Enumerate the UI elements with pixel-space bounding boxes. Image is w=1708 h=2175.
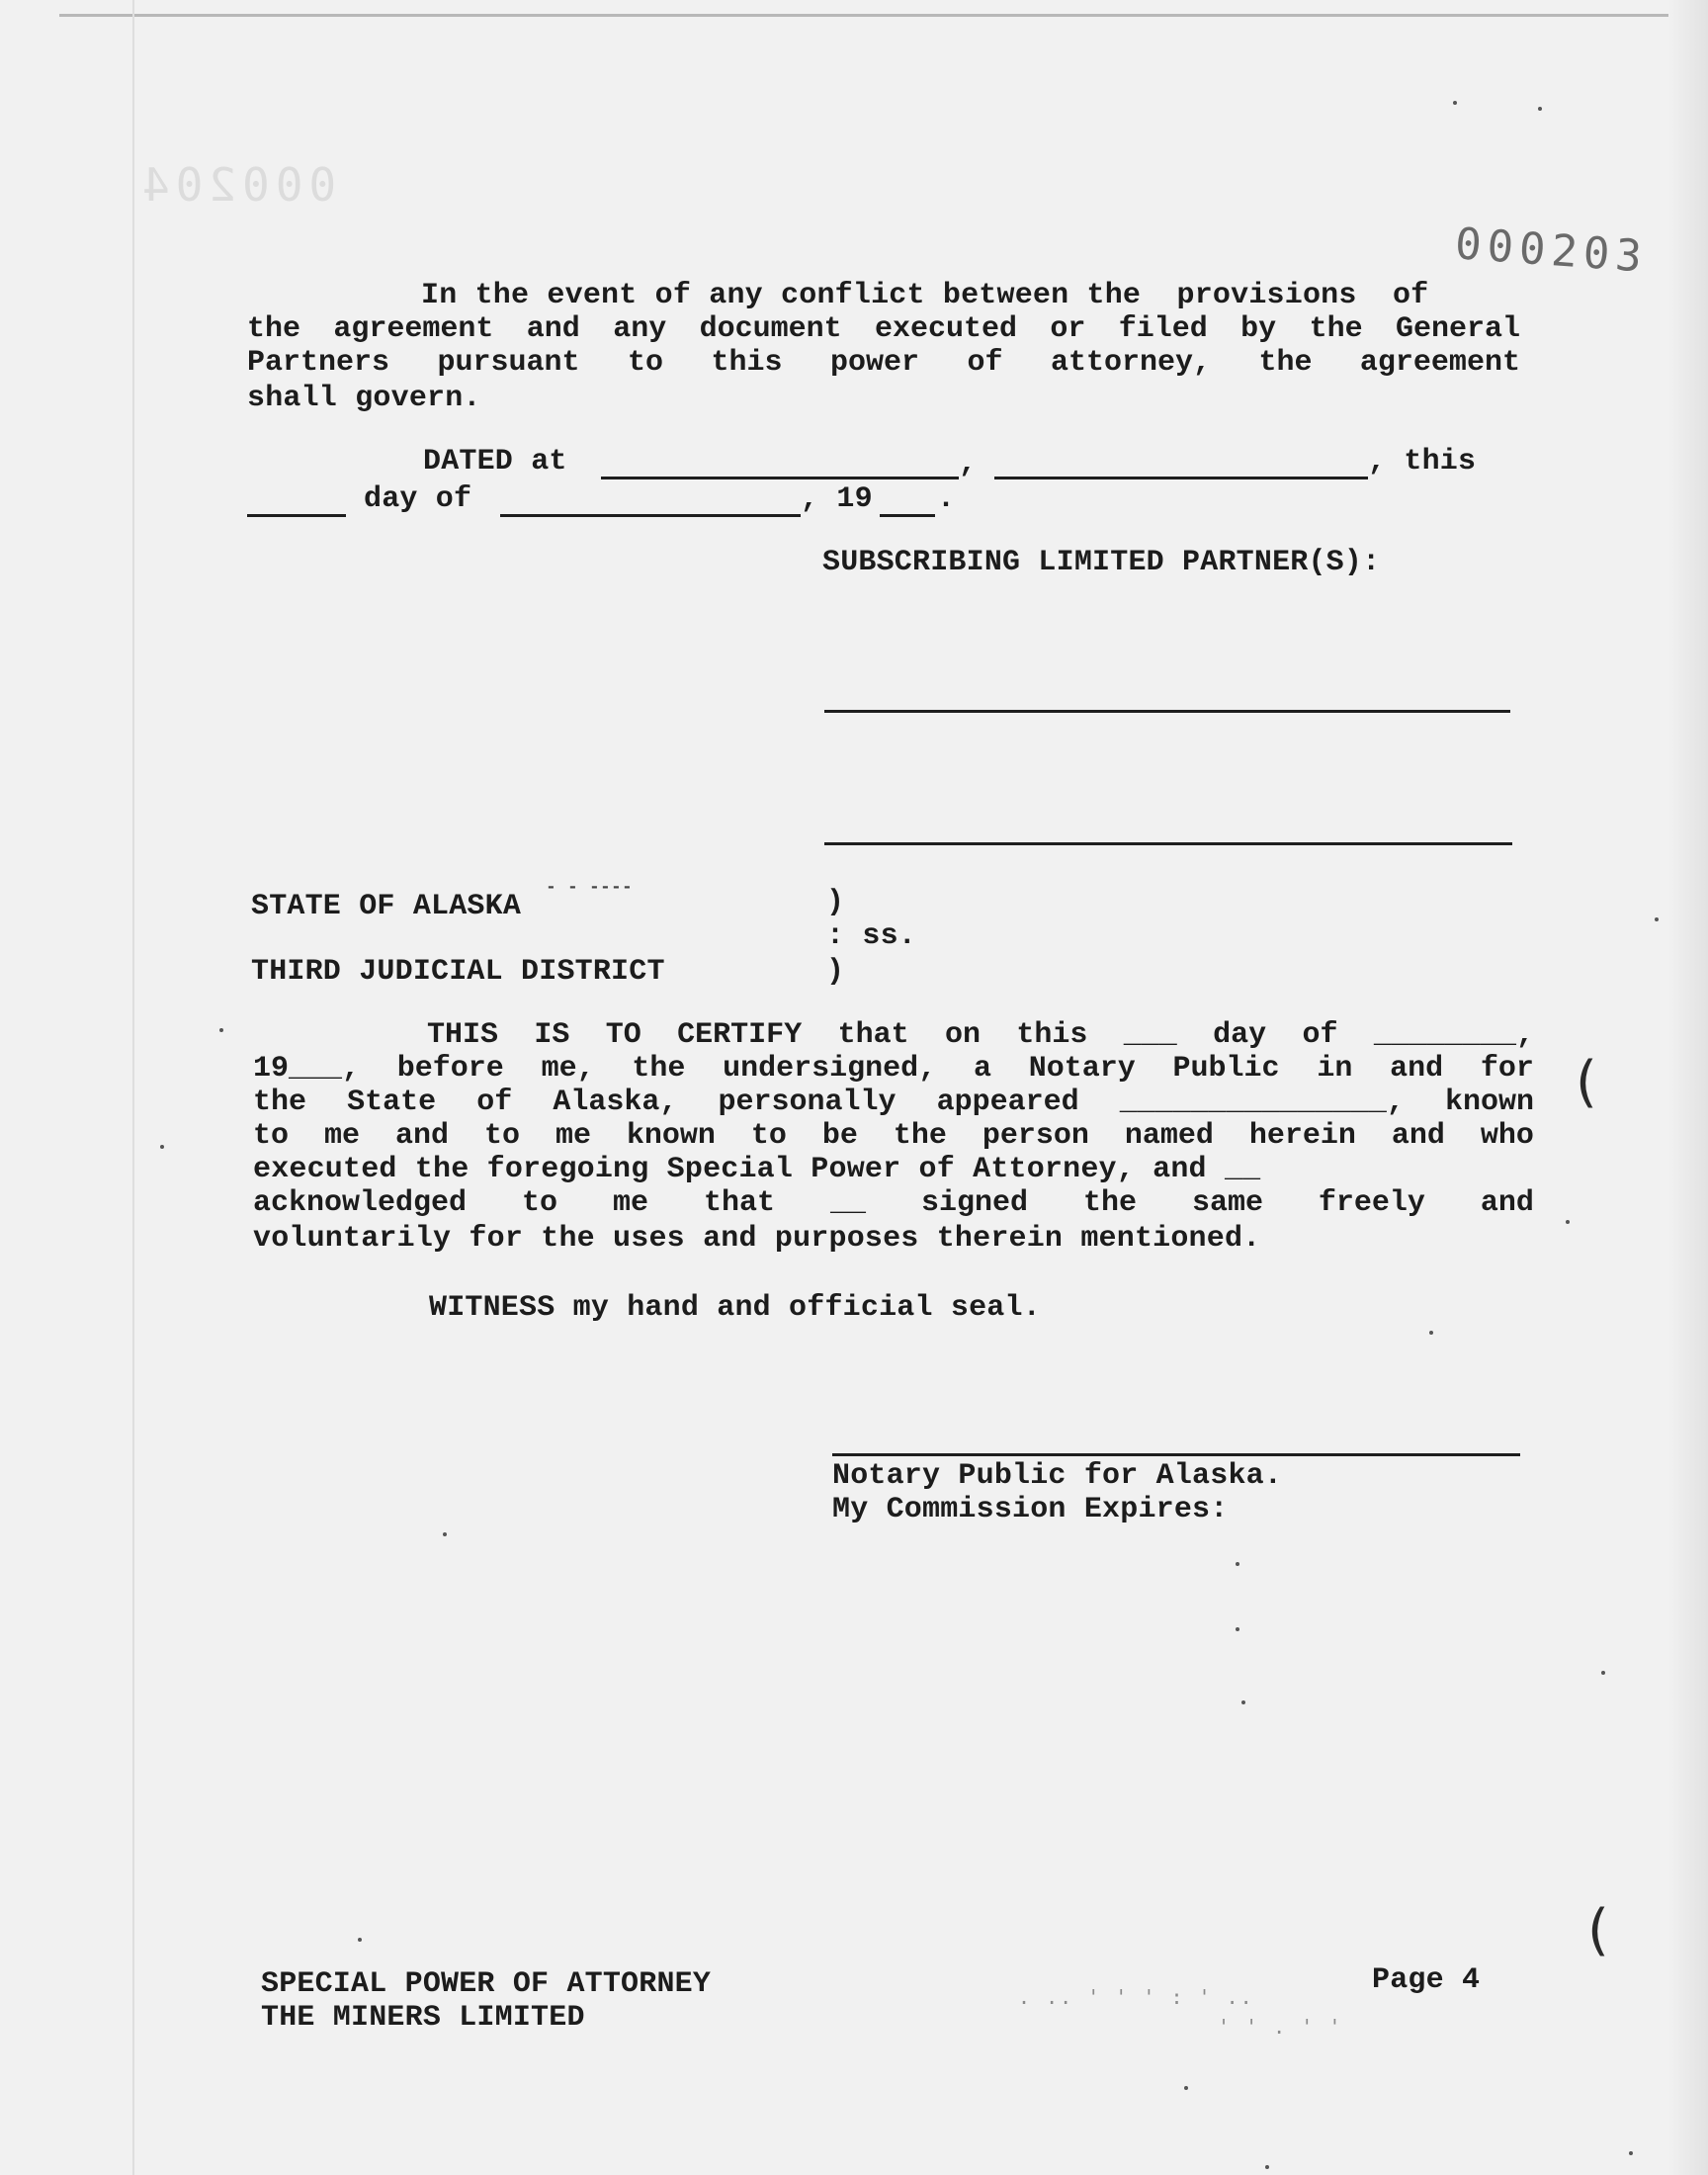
conflict-line-4: shall govern. (247, 382, 481, 415)
venue-paren-top: ) (826, 886, 845, 919)
word: 19___, (253, 1052, 361, 1086)
scan-top-edge (59, 14, 1708, 17)
word: who (1480, 1119, 1534, 1153)
word: the (247, 312, 301, 346)
dated-place-blank-2 (994, 477, 1368, 479)
partner-signature-line-1 (824, 710, 1510, 713)
word: by (1240, 312, 1277, 346)
dated-comma: , (959, 447, 978, 480)
scan-speck (219, 1028, 223, 1032)
word: Alaska, (553, 1086, 678, 1119)
scan-speck (160, 1145, 164, 1149)
month-blank (500, 514, 801, 517)
venue-stray-dashes: - - ---- (546, 878, 634, 898)
certify-line-1 (427, 1018, 1534, 1052)
footer-doc-title: SPECIAL POWER OF ATTORNEY (261, 1967, 712, 2001)
subscribing-heading: SUBSCRIBING LIMITED PARTNER(S): (822, 546, 1381, 579)
word: that (837, 1018, 909, 1052)
word: ___ (1123, 1018, 1177, 1052)
scan-speck (1236, 1562, 1239, 1566)
certify-line-4 (253, 1119, 1534, 1153)
dated-at-label: DATED at (423, 445, 567, 478)
word: attorney, (1050, 346, 1211, 380)
word: for (1480, 1052, 1534, 1086)
word: the (1082, 1186, 1137, 1220)
word: to (522, 1186, 558, 1220)
word: and (394, 1119, 449, 1153)
venue-state: STATE OF ALASKA (251, 890, 522, 923)
word: IS (534, 1018, 570, 1052)
certify-line-2 (253, 1052, 1534, 1086)
word: Notary (1028, 1052, 1136, 1086)
certify-line-3 (253, 1086, 1534, 1119)
scan-right-shade (1668, 0, 1708, 2175)
word: undersigned, (723, 1052, 937, 1086)
word: signed (920, 1186, 1028, 1220)
word: filed (1118, 312, 1208, 346)
word: agreement (1359, 346, 1520, 380)
certify-line-5: executed the foregoing Special Power of Attorney, and __ (253, 1153, 1261, 1186)
dated-this: , this (1368, 445, 1477, 478)
word: to (750, 1119, 787, 1153)
word: pursuant (437, 346, 580, 380)
certify-line-6 (253, 1186, 1534, 1220)
notary-signature-line (832, 1453, 1520, 1456)
footer-company: THE MINERS LIMITED (261, 2001, 585, 2035)
word: a (973, 1052, 991, 1086)
word: me (323, 1119, 360, 1153)
scan-speck (1236, 1627, 1239, 1631)
dated-place-blank (601, 477, 959, 479)
word: the (253, 1086, 307, 1119)
scan-speck (443, 1532, 447, 1536)
witness-line: WITNESS my hand and official seal. (429, 1291, 1041, 1325)
word: same (1191, 1186, 1263, 1220)
word: on (944, 1018, 981, 1052)
word: _______________, (1119, 1086, 1405, 1119)
word: to (628, 346, 664, 380)
word: me (613, 1186, 649, 1220)
day-of-label: day of (364, 482, 472, 516)
word: and (1390, 1052, 1444, 1086)
word: __ (829, 1186, 866, 1220)
word: any (613, 312, 667, 346)
word: appeared (936, 1086, 1079, 1119)
word: the (1258, 346, 1313, 380)
word: that (703, 1186, 775, 1220)
scan-speck (1265, 2165, 1269, 2169)
stamp-number: 000203 (1453, 218, 1650, 283)
word: CERTIFY (677, 1018, 803, 1052)
word: before (396, 1052, 504, 1086)
word: this (1016, 1018, 1088, 1052)
word: power (829, 346, 919, 380)
word: and (526, 312, 580, 346)
word: Partners (247, 346, 390, 380)
conflict-line-3 (247, 346, 1520, 380)
conflict-line-2 (247, 312, 1520, 346)
word: this (711, 346, 783, 380)
word: person (982, 1119, 1089, 1153)
word: or (1050, 312, 1086, 346)
venue-ss: : ss. (826, 919, 917, 953)
scan-speck (358, 1938, 362, 1942)
word: executed (874, 312, 1018, 346)
scan-speck (1453, 101, 1457, 105)
certify-line-7: voluntarily for the uses and purposes therein mentioned. (253, 1222, 1261, 1256)
word: be (821, 1119, 858, 1153)
word: and (1480, 1186, 1534, 1220)
word: to (483, 1119, 520, 1153)
word: document (699, 312, 842, 346)
scan-speck (1655, 917, 1659, 921)
partner-signature-line-2 (824, 842, 1512, 845)
footer-page-number: Page 4 (1372, 1963, 1481, 1997)
word: and (1391, 1119, 1445, 1153)
word: herein (1248, 1119, 1356, 1153)
word: known (626, 1119, 716, 1153)
word: THIS (427, 1018, 499, 1052)
word: acknowledged (253, 1186, 468, 1220)
word: in (1317, 1052, 1353, 1086)
word: of (476, 1086, 513, 1119)
notary-title: Notary Public for Alaska. (832, 1459, 1283, 1493)
conflict-line-1: In the event of any conflict between the provisions of (421, 279, 1429, 312)
word: of (967, 346, 1003, 380)
year-prefix: , 19 (801, 482, 873, 516)
scan-smudge: . .. ' ' ' : ' .. (1018, 1985, 1254, 2009)
word: to (253, 1119, 290, 1153)
word: the (893, 1119, 947, 1153)
margin-bracket-mark-lower: ( (1587, 1898, 1609, 1962)
day-blank (247, 514, 346, 517)
scan-speck (1429, 1331, 1433, 1335)
dated-period: . (937, 482, 956, 516)
word: the (632, 1052, 686, 1086)
scan-speck (1184, 2086, 1188, 2090)
venue-district: THIRD JUDICIAL DISTRICT (251, 955, 665, 989)
word: known (1444, 1086, 1534, 1119)
scan-smudge-2: ' ' . ' ' (1218, 2015, 1343, 2039)
word: me, (541, 1052, 595, 1086)
year-blank (880, 514, 935, 517)
word: State (347, 1086, 437, 1119)
margin-bracket-mark: ( (1576, 1050, 1597, 1114)
word: General (1395, 312, 1520, 346)
word: freely (1318, 1186, 1425, 1220)
word: the (1309, 312, 1363, 346)
scan-speck (1601, 1671, 1605, 1675)
scan-speck (1538, 107, 1542, 111)
venue-paren-bottom: ) (826, 955, 845, 989)
word: personally (718, 1086, 897, 1119)
scan-left-edge (132, 0, 134, 2175)
word: ________, (1373, 1018, 1534, 1052)
scan-speck (1629, 2151, 1633, 2155)
word: TO (605, 1018, 641, 1052)
scan-speck (1566, 1220, 1570, 1224)
word: named (1124, 1119, 1214, 1153)
word: day (1213, 1018, 1267, 1052)
notary-commission: My Commission Expires: (832, 1493, 1229, 1526)
word: agreement (333, 312, 494, 346)
scan-speck (1241, 1700, 1245, 1704)
word: Public (1172, 1052, 1280, 1086)
word: of (1302, 1018, 1338, 1052)
word: me (555, 1119, 591, 1153)
bleed-through-number: 000204 (136, 158, 337, 212)
